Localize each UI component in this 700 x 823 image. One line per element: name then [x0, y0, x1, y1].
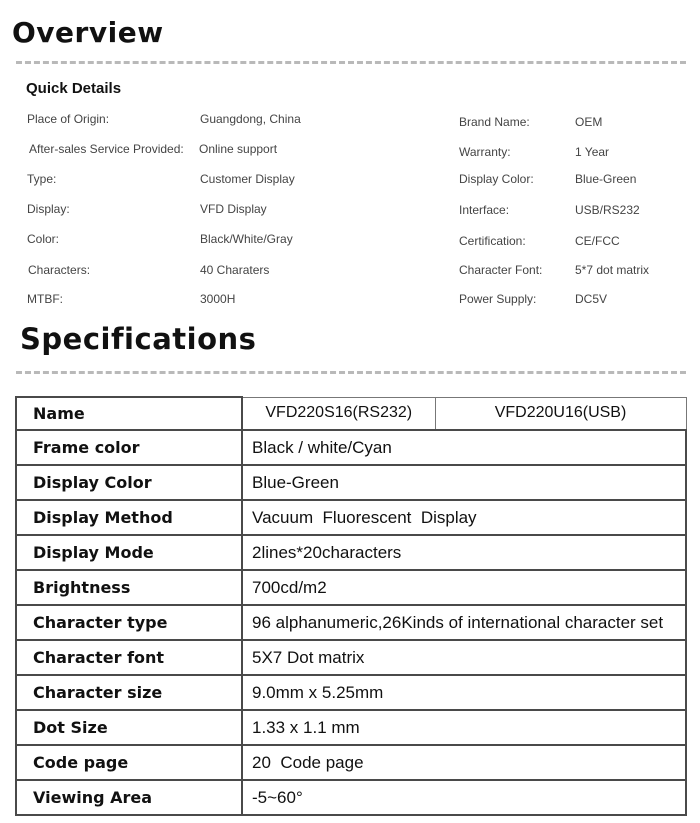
qd-left-value: Online support — [199, 142, 278, 156]
overview-heading: Overview — [12, 16, 164, 49]
spec-value: -5~60° — [242, 780, 686, 815]
qd-left-value: Guangdong, China — [200, 112, 301, 126]
spec-label: Display Mode — [16, 535, 242, 570]
qd-right-label: Display Color: — [459, 172, 534, 186]
table-row — [16, 430, 686, 465]
qd-right-label: Warranty: — [459, 145, 511, 159]
qd-left-label: Type: — [27, 172, 57, 186]
qd-right-label: Character Font: — [459, 263, 543, 277]
table-row — [16, 535, 686, 570]
qd-right-label: Certification: — [459, 234, 526, 248]
spec-label: Character size — [16, 675, 242, 710]
quick-details-heading: Quick Details — [26, 80, 122, 97]
specifications-divider — [16, 371, 686, 374]
qd-left-value: VFD Display — [200, 202, 267, 216]
model-rs232: VFD220S16(RS232) — [242, 397, 435, 430]
spec-label: Frame color — [16, 430, 242, 465]
spec-label: Dot Size — [16, 710, 242, 745]
qd-right-value: DC5V — [575, 292, 608, 306]
qd-left-value: Black/White/Gray — [200, 232, 293, 246]
table-row — [16, 570, 686, 605]
spec-label: Character font — [16, 640, 242, 675]
qd-left-value: 3000H — [200, 292, 236, 306]
qd-right-value: Blue-Green — [575, 172, 637, 186]
spec-label: Character type — [16, 605, 242, 640]
qd-right-value: 5*7 dot matrix — [575, 263, 650, 277]
qd-right-label: Brand Name: — [459, 115, 530, 129]
spec-value: 20 Code page — [242, 745, 686, 780]
qd-right-label: Power Supply: — [459, 292, 537, 306]
spec-value: 1.33 x 1.1 mm — [242, 710, 686, 745]
qd-left-value: 40 Charaters — [200, 263, 270, 277]
spec-label: Display Method — [16, 500, 242, 535]
spec-value: 9.0mm x 5.25mm — [242, 675, 686, 710]
overview-divider — [16, 61, 686, 64]
spec-value: 700cd/m2 — [242, 570, 686, 605]
qd-right-value: OEM — [575, 115, 603, 129]
table-row — [16, 465, 686, 500]
spec-label: Display Color — [16, 465, 242, 500]
qd-left-label: Color: — [27, 232, 60, 246]
qd-left-label: After-sales Service Provided: — [29, 142, 184, 156]
qd-right-label: Interface: — [459, 203, 510, 217]
qd-left-label: Place of Origin: — [27, 112, 110, 126]
spec-value: 2lines*20characters — [242, 535, 686, 570]
qd-right-value: 1 Year — [575, 145, 610, 159]
spec-label: Code page — [16, 745, 242, 780]
model-usb: VFD220U16(USB) — [435, 397, 686, 430]
qd-left-label: Characters: — [28, 263, 91, 277]
table-row — [16, 780, 686, 815]
qd-right-value: CE/FCC — [575, 234, 620, 248]
table-row — [16, 710, 686, 745]
table-row — [16, 500, 686, 535]
spec-value: 96 alphanumeric,26Kinds of international character set — [242, 605, 686, 640]
spec-value: Blue-Green — [242, 465, 686, 500]
table-row — [16, 605, 686, 640]
table-row — [16, 745, 686, 780]
qd-left-value: Customer Display — [200, 172, 295, 186]
qd-left-label: MTBF: — [27, 292, 63, 306]
spec-label: Viewing Area — [16, 780, 242, 815]
spec-label: Name — [16, 397, 242, 430]
specifications-table — [15, 396, 687, 816]
table-row — [16, 640, 686, 675]
qd-right-value: USB/RS232 — [575, 203, 640, 217]
spec-value: Vacuum Fluorescent Display — [242, 500, 686, 535]
spec-value: 5X7 Dot matrix — [242, 640, 686, 675]
spec-label: Brightness — [16, 570, 242, 605]
qd-left-label: Display: — [27, 202, 70, 216]
table-header-row — [16, 397, 686, 430]
table-row — [16, 675, 686, 710]
specifications-heading: Specifications — [20, 322, 257, 356]
spec-value: Black / white/Cyan — [242, 430, 686, 465]
